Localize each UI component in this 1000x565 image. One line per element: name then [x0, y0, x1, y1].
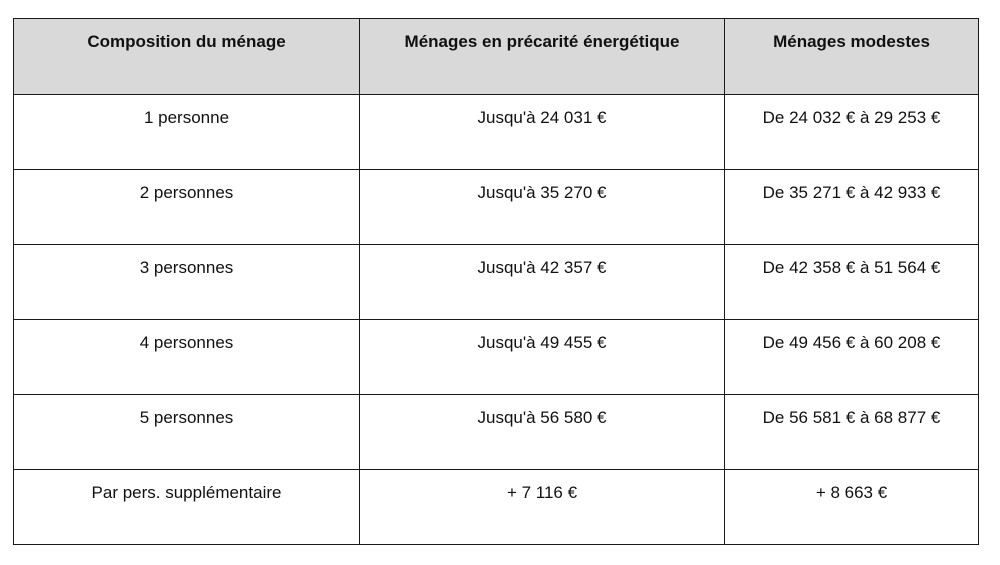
header-energy-poverty-households: Ménages en précarité énergétique	[360, 19, 725, 95]
cell-energy-poverty-threshold: + 7 116 €	[360, 470, 725, 545]
table-row	[14, 245, 979, 320]
cell-household-composition: 5 personnes	[14, 395, 360, 470]
cell-modest-range: + 8 663 €	[725, 470, 979, 545]
cell-energy-poverty-threshold: Jusqu'à 56 580 €	[360, 395, 725, 470]
cell-energy-poverty-threshold: Jusqu'à 49 455 €	[360, 320, 725, 395]
cell-modest-range: De 56 581 € à 68 877 €	[725, 395, 979, 470]
cell-modest-range: De 24 032 € à 29 253 €	[725, 95, 979, 170]
table-row	[14, 395, 979, 470]
header-modest-households: Ménages modestes	[725, 19, 979, 95]
table-row	[14, 170, 979, 245]
cell-household-composition: 2 personnes	[14, 170, 360, 245]
table-header	[14, 19, 979, 95]
table-row	[14, 470, 979, 545]
cell-modest-range: De 35 271 € à 42 933 €	[725, 170, 979, 245]
cell-energy-poverty-threshold: Jusqu'à 35 270 €	[360, 170, 725, 245]
cell-modest-range: De 42 358 € à 51 564 €	[725, 245, 979, 320]
cell-household-composition: 1 personne	[14, 95, 360, 170]
table-header-row	[14, 19, 979, 95]
cell-modest-range: De 49 456 € à 60 208 €	[725, 320, 979, 395]
income-thresholds-table-wrapper	[13, 18, 978, 545]
cell-energy-poverty-threshold: Jusqu'à 24 031 €	[360, 95, 725, 170]
cell-household-composition: 4 personnes	[14, 320, 360, 395]
header-household-composition: Composition du ménage	[14, 19, 360, 95]
cell-household-composition: 3 personnes	[14, 245, 360, 320]
cell-household-composition: Par pers. supplémentaire	[14, 470, 360, 545]
income-thresholds-table	[13, 18, 979, 545]
table-row	[14, 320, 979, 395]
cell-energy-poverty-threshold: Jusqu'à 42 357 €	[360, 245, 725, 320]
table-row	[14, 95, 979, 170]
table-body	[14, 95, 979, 545]
